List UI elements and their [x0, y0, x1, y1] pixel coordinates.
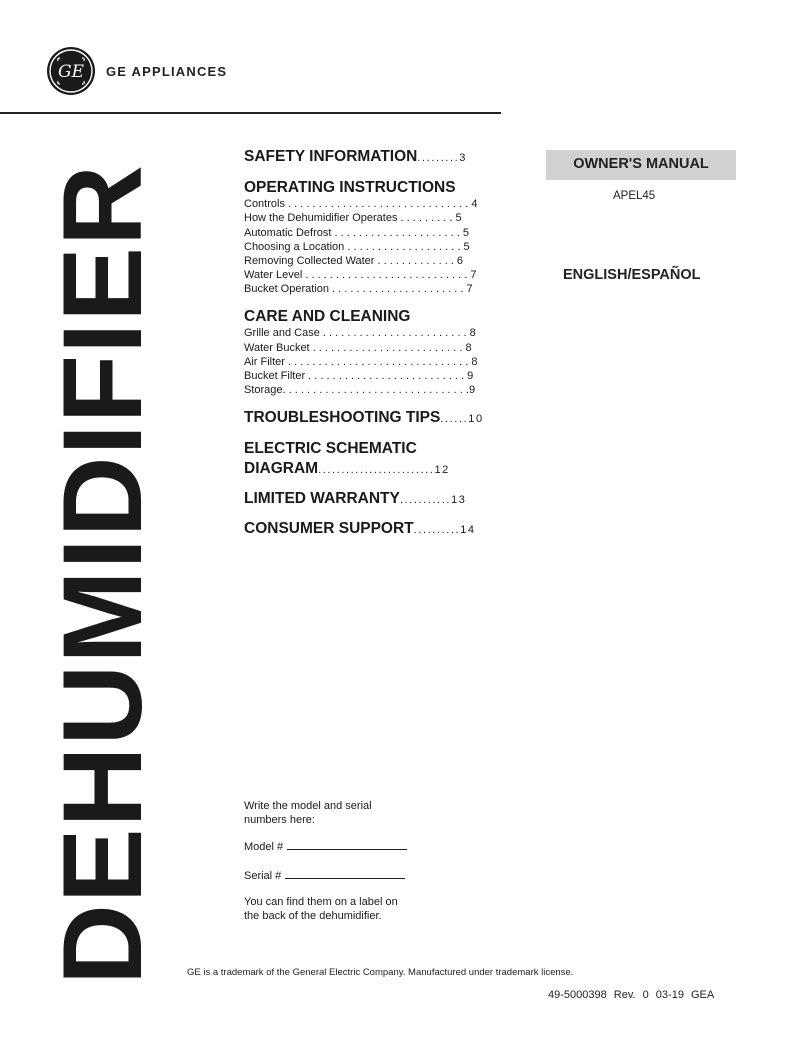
owners-manual-box [546, 150, 736, 180]
toc-item-bucket-filter[interactable]: Bucket Filter . . . . . . . . . . . . . . . . . . . . . . . . . . 9 [244, 370, 474, 382]
toc-item-how-operates[interactable]: How the Dehumidifier Operates . . . . . . . . . 5 [244, 212, 462, 224]
toc-item-water-bucket[interactable]: Water Bucket . . . . . . . . . . . . . . . . . . . . . . . . . 8 [244, 342, 472, 354]
toc-support-label: CONSUMER SUPPORT [244, 520, 414, 537]
toc-troubleshooting-dots: ...... [440, 413, 469, 425]
toc-troubleshooting-page: 10 [468, 413, 484, 425]
trademark-notice: GE is a trademark of the General Electric Company. Manufactured under trademark license. [187, 967, 574, 978]
language-label: ENGLISH/ESPAÑOL [563, 267, 701, 283]
toc-item-defrost[interactable]: Automatic Defrost . . . . . . . . . . . . . . . . . . . . . 5 [244, 227, 469, 239]
serial-field-label: Serial # [244, 870, 282, 882]
toc-schematic-dots: ......................... [318, 464, 435, 476]
toc-schematic-line1[interactable]: ELECTRIC SCHEMATIC [244, 440, 417, 457]
serial-note-line1: You can find them on a label on [244, 896, 398, 908]
serial-block [244, 799, 464, 923]
toc-item-bucket-operation[interactable]: Bucket Operation . . . . . . . . . . . . . . . . . . . . . . 7 [244, 283, 473, 295]
toc-operating[interactable]: OPERATING INSTRUCTIONS [244, 179, 456, 196]
toc-item-storage[interactable]: Storage. . . . . . . . . . . . . . . . . . . . . . . . . . . . . . .9 [244, 384, 476, 396]
toc-warranty-page: 13 [451, 494, 467, 506]
toc-support-page: 14 [460, 524, 476, 536]
serial-field[interactable] [244, 868, 464, 883]
brand-name: GE APPLIANCES [106, 64, 228, 79]
model-field-line[interactable] [287, 839, 407, 850]
toc-support[interactable] [244, 520, 476, 538]
toc-troubleshooting[interactable] [244, 409, 484, 427]
model-field[interactable] [244, 839, 464, 854]
model-number: APEL45 [613, 190, 656, 202]
toc-schematic-page: 12 [434, 464, 450, 476]
toc-schematic[interactable] [244, 460, 450, 478]
model-field-label: Model # [244, 841, 284, 853]
toc-item-water-level[interactable]: Water Level . . . . . . . . . . . . . . . . . . . . . . . . . . . 7 [244, 269, 477, 281]
toc-safety-dots: ......... [417, 152, 460, 164]
toc-support-dots: .......... [413, 524, 461, 536]
document-number: 49-5000398 Rev. 0 03-19 GEA [548, 989, 715, 1001]
toc-care[interactable]: CARE AND CLEANING [244, 308, 411, 325]
toc-troubleshooting-label: TROUBLESHOOTING TIPS [244, 409, 441, 426]
toc-warranty[interactable] [244, 490, 467, 508]
serial-intro-line2: numbers here: [244, 814, 315, 826]
serial-note-line2: the back of the dehumidifier. [244, 910, 382, 922]
toc-schematic-label: DIAGRAM [244, 460, 319, 477]
toc-warranty-label: LIMITED WARRANTY [244, 490, 400, 507]
product-title: DEHUMIDIFIER [40, 164, 165, 985]
toc-item-air-filter[interactable]: Air Filter . . . . . . . . . . . . . . . . . . . . . . . . . . . . . . 8 [244, 356, 478, 368]
toc-item-grille[interactable]: Grille and Case . . . . . . . . . . . . . . . . . . . . . . . . 8 [244, 327, 476, 339]
serial-field-line[interactable] [285, 868, 405, 879]
logo-text: GE [58, 62, 84, 82]
owners-manual-label: OWNER'S MANUAL [573, 156, 709, 172]
toc-item-removing-water[interactable]: Removing Collected Water . . . . . . . . . . . . . 6 [244, 255, 464, 267]
toc-warranty-dots: ........... [399, 494, 452, 506]
toc-item-location[interactable]: Choosing a Location . . . . . . . . . . . . . . . . . . . 5 [244, 241, 470, 253]
toc-safety-label: SAFETY INFORMATION [244, 148, 418, 165]
ge-logo [46, 46, 96, 96]
toc-safety-page: 3 [459, 152, 467, 164]
toc-item-controls[interactable]: Controls . . . . . . . . . . . . . . . . . . . . . . . . . . . . . . 4 [244, 198, 478, 210]
header-rule [0, 112, 501, 114]
toc-safety[interactable] [244, 148, 467, 166]
serial-intro-line1: Write the model and serial [244, 800, 372, 812]
